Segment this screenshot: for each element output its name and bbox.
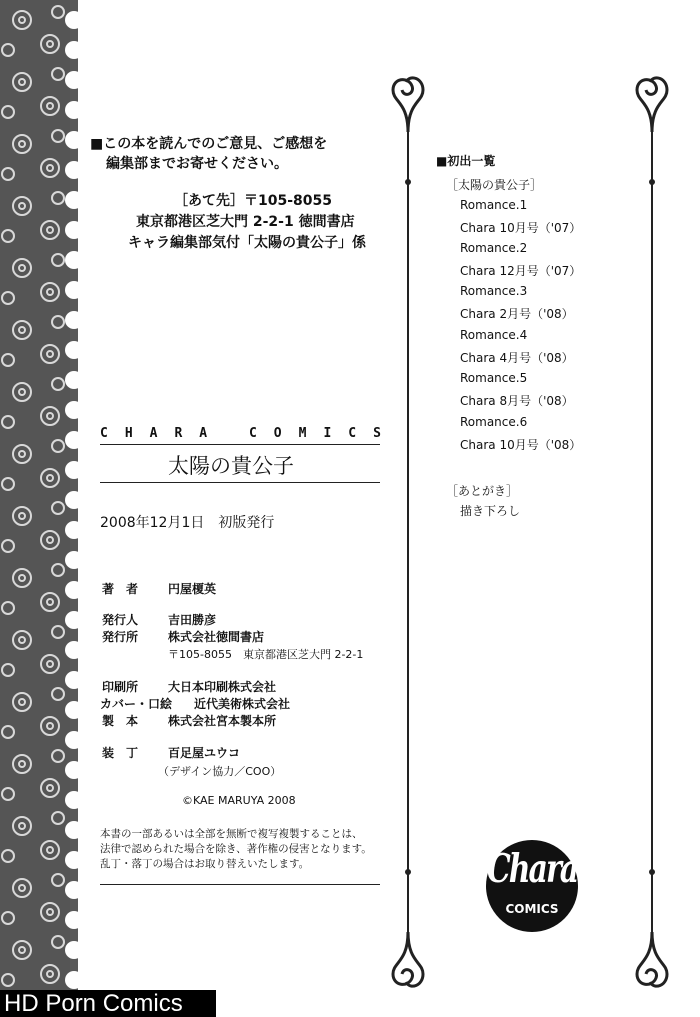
contact-line-1: ■この本を読んでのご意見、ご感想を — [90, 136, 328, 152]
logo-bottom-text: COMICS — [505, 902, 559, 916]
credit-role: 著 者 — [102, 582, 139, 596]
list-item: Chara 2月号（'08） — [460, 307, 574, 321]
notice-line: 法律で認められた場合を除き、著作権の侵害となります。 — [100, 843, 372, 855]
publish-date: 2008年12月1日 初版発行 — [100, 515, 275, 531]
credit-role: カバー・口絵 — [100, 697, 173, 711]
flower-pattern-icon — [0, 0, 78, 990]
credit-value: 近代美術株式会社 — [194, 697, 291, 711]
list-item: Chara 12月号（'07） — [460, 264, 582, 278]
list-item: Chara 10月号（'07） — [460, 221, 582, 235]
credit-value: 株式会社徳間書店 — [168, 630, 265, 644]
list-item: Chara 10月号（'08） — [460, 438, 582, 452]
credit-role: 印刷所 — [102, 680, 139, 694]
lace-border-decoration — [0, 0, 78, 990]
list-item: Romance.4 — [460, 328, 528, 342]
credit-value: 百足屋ユウコ — [168, 746, 241, 760]
credit-role: 装 丁 — [102, 746, 139, 760]
logo-top-text: Chara — [486, 846, 578, 893]
list-item: Chara 4月号（'08） — [460, 351, 574, 365]
credit-value: 大日本印刷株式会社 — [168, 680, 277, 694]
credit-value: 吉田勝彦 — [168, 613, 217, 627]
right-scroll-ornament — [632, 72, 672, 992]
series-label: CHARA COMICS — [100, 426, 398, 441]
title-bottom-rule — [100, 482, 380, 483]
design-credit: （デザイン協力／COO） — [158, 765, 282, 778]
copyright: ©KAE MARUYA 2008 — [182, 794, 296, 807]
left-scroll-ornament — [388, 72, 428, 992]
title-top-rule — [100, 444, 380, 445]
list-item: Romance.2 — [460, 241, 528, 255]
credit-value: 株式会社宮本製本所 — [168, 714, 277, 728]
first-appearance-group: ［あとがき］ — [446, 484, 519, 498]
first-appearance-group: ［太陽の貴公子］ — [446, 178, 543, 192]
contact-line-2: 編集部までお寄せください。 — [106, 156, 288, 172]
list-item: Chara 8月号（'08） — [460, 394, 574, 408]
contact-address-label: ［あて先］〒105-8055 — [174, 193, 332, 209]
first-appearance-heading: ■初出一覧 — [436, 154, 496, 168]
chara-comics-logo — [486, 840, 578, 932]
credit-role: 製 本 — [102, 714, 139, 728]
list-item: Romance.3 — [460, 284, 528, 298]
list-item: Romance.5 — [460, 371, 528, 385]
publisher-address: 〒105-8055 東京都港区芝大門 2-2-1 — [168, 648, 364, 661]
credit-value: 円屋榎英 — [168, 582, 217, 596]
notice-line: 乱丁・落丁の場合はお取り替えいたします。 — [100, 858, 310, 870]
bottom-rule — [100, 884, 380, 885]
list-item: 描き下ろし — [460, 504, 521, 518]
list-item: Romance.6 — [460, 415, 528, 429]
notice-line: 本書の一部あるいは全部を無断で複写複製することは、 — [100, 828, 363, 840]
list-item: Romance.1 — [460, 198, 528, 212]
watermark-banner: HD Porn Comics — [0, 990, 216, 1017]
scroll-ornament-icon — [632, 72, 672, 992]
scroll-ornament-icon — [388, 72, 428, 992]
credit-role: 発行所 — [102, 630, 139, 644]
credit-role: 発行人 — [102, 613, 139, 627]
book-title: 太陽の貴公子 — [168, 454, 294, 478]
contact-address-line-1: 東京都港区芝大門 2-2-1 徳間書店 — [136, 214, 355, 230]
contact-address-line-2: キャラ編集部気付「太陽の貴公子」係 — [128, 235, 366, 251]
